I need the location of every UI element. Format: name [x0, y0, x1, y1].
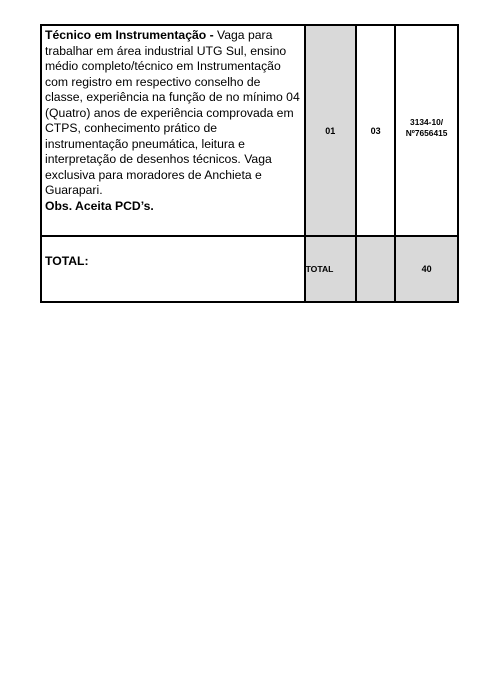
vacancies-cell: 01 [305, 25, 356, 236]
job-obs: Obs. Aceita PCD’s. [45, 198, 154, 213]
total-label-cell: TOTAL: [41, 236, 305, 302]
code-line-1: 3134-10/ [410, 116, 444, 127]
second-number-cell: 03 [356, 25, 395, 236]
code-cell [395, 25, 458, 236]
total-small-cell: TOTAL [305, 236, 356, 302]
job-description-cell [41, 25, 305, 236]
job-description: Vaga para trabalhar em área industrial UTG Sul, ensino médio completo/técnico em Instrumentação com registro em respectivo conselho de classe, experiência na função de no mínimo 04 (Quatro) anos de experiência comprovada em CTPS, conhecimento prático de instrumentação pneumática, leitura e interpretação de desenhos técnicos. Vaga exclusiva para moradores de Anchieta e Guarapari. [45, 28, 300, 197]
job-vacancy-table [40, 24, 459, 303]
table-row [41, 25, 458, 236]
table-row [41, 236, 458, 302]
total-empty-cell [356, 236, 395, 302]
code-line-2: Nº7656415 [405, 127, 448, 138]
document-page [40, 24, 459, 303]
job-title: Técnico em Instrumentação - [45, 28, 214, 42]
total-value-cell: 40 [395, 236, 458, 302]
